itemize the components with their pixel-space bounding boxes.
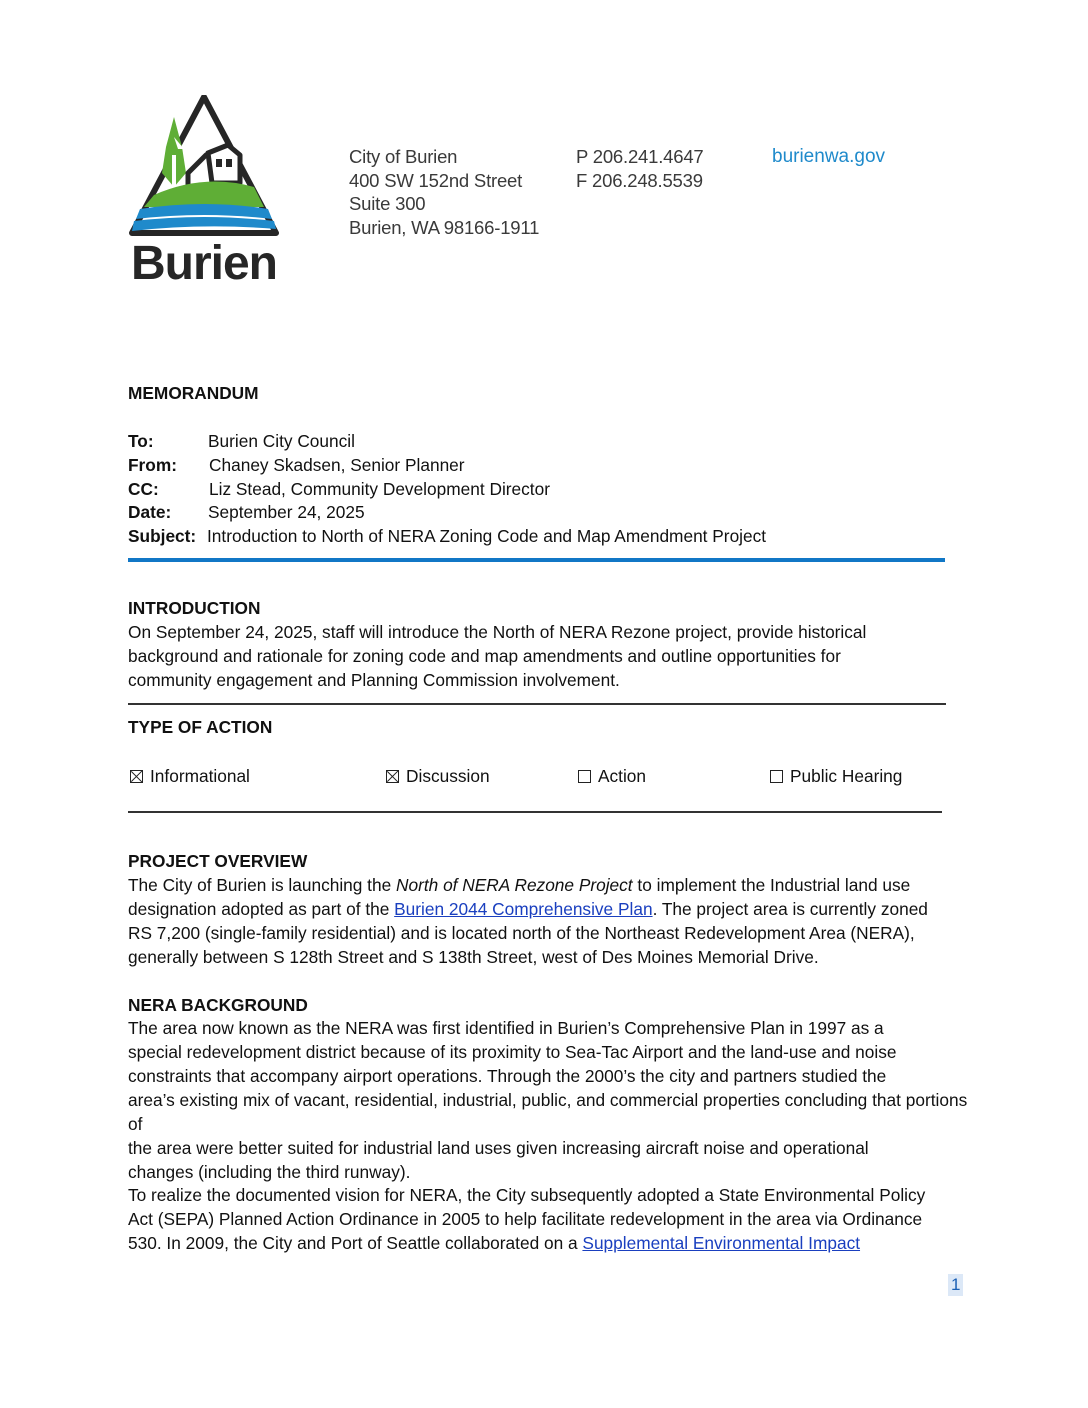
empty-box-icon[interactable]	[770, 770, 783, 783]
page-number: 1	[948, 1274, 963, 1296]
introduction-heading: INTRODUCTION	[128, 598, 261, 618]
project-overview-paragraph	[128, 873, 968, 969]
project-name: North of NERA Rezone Project	[396, 875, 633, 895]
nera-line: the area were better suited for industrial land uses given increasing aircraft noise and operational	[128, 1138, 869, 1158]
introduction-paragraph	[128, 620, 968, 692]
nera-background-paragraph-2	[128, 1183, 968, 1255]
cc-label: CC:	[128, 479, 159, 499]
memo-title: MEMORANDUM	[128, 383, 259, 403]
date-value: September 24, 2025	[208, 502, 365, 522]
option-action[interactable]	[578, 764, 646, 788]
nera-background-paragraph	[128, 1016, 968, 1184]
address-line-citystate: Burien, WA 98166-1911	[349, 216, 540, 238]
checked-box-icon[interactable]	[386, 770, 399, 783]
option-discussion[interactable]	[386, 764, 490, 788]
nera-line: To realize the documented vision for NERA, the City subsequently adopted a State Environmental Policy	[128, 1185, 926, 1205]
option-label: Action	[598, 766, 647, 786]
burien-logo	[126, 95, 282, 285]
nera-line: 530. In 2009, the City and Port of Seattle collaborated on a Supplemental Environmental Impact	[128, 1233, 861, 1253]
subject-value: Introduction to North of NERA Zoning Code and Map Amendment Project	[207, 526, 767, 546]
section-divider	[128, 703, 946, 705]
overview-line: The City of Burien is launching the North of NERA Rezone Project to implement the Industrial land use	[128, 875, 911, 895]
nera-line: changes (including the third runway).	[128, 1162, 411, 1182]
overview-line: RS 7,200 (single-family residential) and is located north of the Northeast Redevelopment Area (NERA),	[128, 923, 915, 943]
option-label: Public Hearing	[790, 766, 903, 786]
from-value: Chaney Skadsen, Senior Planner	[209, 455, 465, 475]
intro-line: background and rationale for zoning code and map amendments and outline opportunities for	[128, 646, 841, 666]
city-address	[349, 145, 539, 239]
date-label: Date:	[128, 502, 172, 522]
phone-number: P 206.241.4647	[576, 146, 704, 167]
checked-box-icon[interactable]	[130, 770, 143, 783]
to-label: To:	[128, 431, 154, 451]
subject-label: Subject:	[128, 526, 197, 546]
from-label: From:	[128, 455, 177, 475]
supplemental-eis-link[interactable]: Supplemental Environmental Impact	[582, 1233, 861, 1253]
comprehensive-plan-link[interactable]: Burien 2044 Comprehensive Plan	[394, 899, 653, 919]
option-public-hearing[interactable]	[770, 764, 902, 788]
to-value: Burien City Council	[208, 431, 355, 451]
intro-line: community engagement and Planning Commission involvement.	[128, 670, 620, 690]
overview-line: generally between S 128th Street and S 138th Street, west of Des Moines Memorial Drive.	[128, 947, 819, 967]
nera-background-heading: NERA BACKGROUND	[128, 995, 308, 1015]
intro-line: On September 24, 2025, staff will introduce the North of NERA Rezone project, provide historical	[128, 622, 867, 642]
type-of-action-heading: TYPE OF ACTION	[128, 717, 273, 737]
empty-box-icon[interactable]	[578, 770, 591, 783]
address-line-city: City of Burien	[349, 146, 458, 167]
section-divider	[128, 811, 942, 813]
header-divider	[128, 558, 945, 562]
nera-line: The area now known as the NERA was first identified in Burien’s Comprehensive Plan in 1997 as a	[128, 1018, 884, 1038]
nera-line: Act (SEPA) Planned Action Ordinance in 2005 to help facilitate redevelopment in the area via Ordinance	[128, 1209, 923, 1229]
address-line-suite: Suite 300	[349, 193, 426, 214]
option-label: Discussion	[406, 766, 490, 786]
logo-wordmark: Burien	[130, 237, 278, 285]
nera-line: special redevelopment district because of its proximity to Sea-Tac Airport and the land-use and noise	[128, 1042, 897, 1062]
option-label: Informational	[150, 766, 250, 786]
nera-line: area’s existing mix of vacant, residential, industrial, public, and commercial properties concluding that portions of	[128, 1090, 968, 1134]
overview-line: designation adopted as part of the Burien 2044 Comprehensive Plan. The project area is currently zoned	[128, 899, 928, 919]
option-informational[interactable]	[130, 764, 250, 788]
project-overview-heading: PROJECT OVERVIEW	[128, 851, 308, 871]
cc-value: Liz Stead, Community Development Director	[209, 479, 550, 499]
website-link[interactable]: burienwa.gov	[772, 146, 886, 167]
contact-numbers	[576, 145, 704, 192]
fax-number: F 206.248.5539	[576, 169, 703, 191]
address-line-street: 400 SW 152nd Street	[349, 169, 523, 191]
nera-line: constraints that accompany airport operations. Through the 2000’s the city and partners studied the	[128, 1066, 887, 1086]
